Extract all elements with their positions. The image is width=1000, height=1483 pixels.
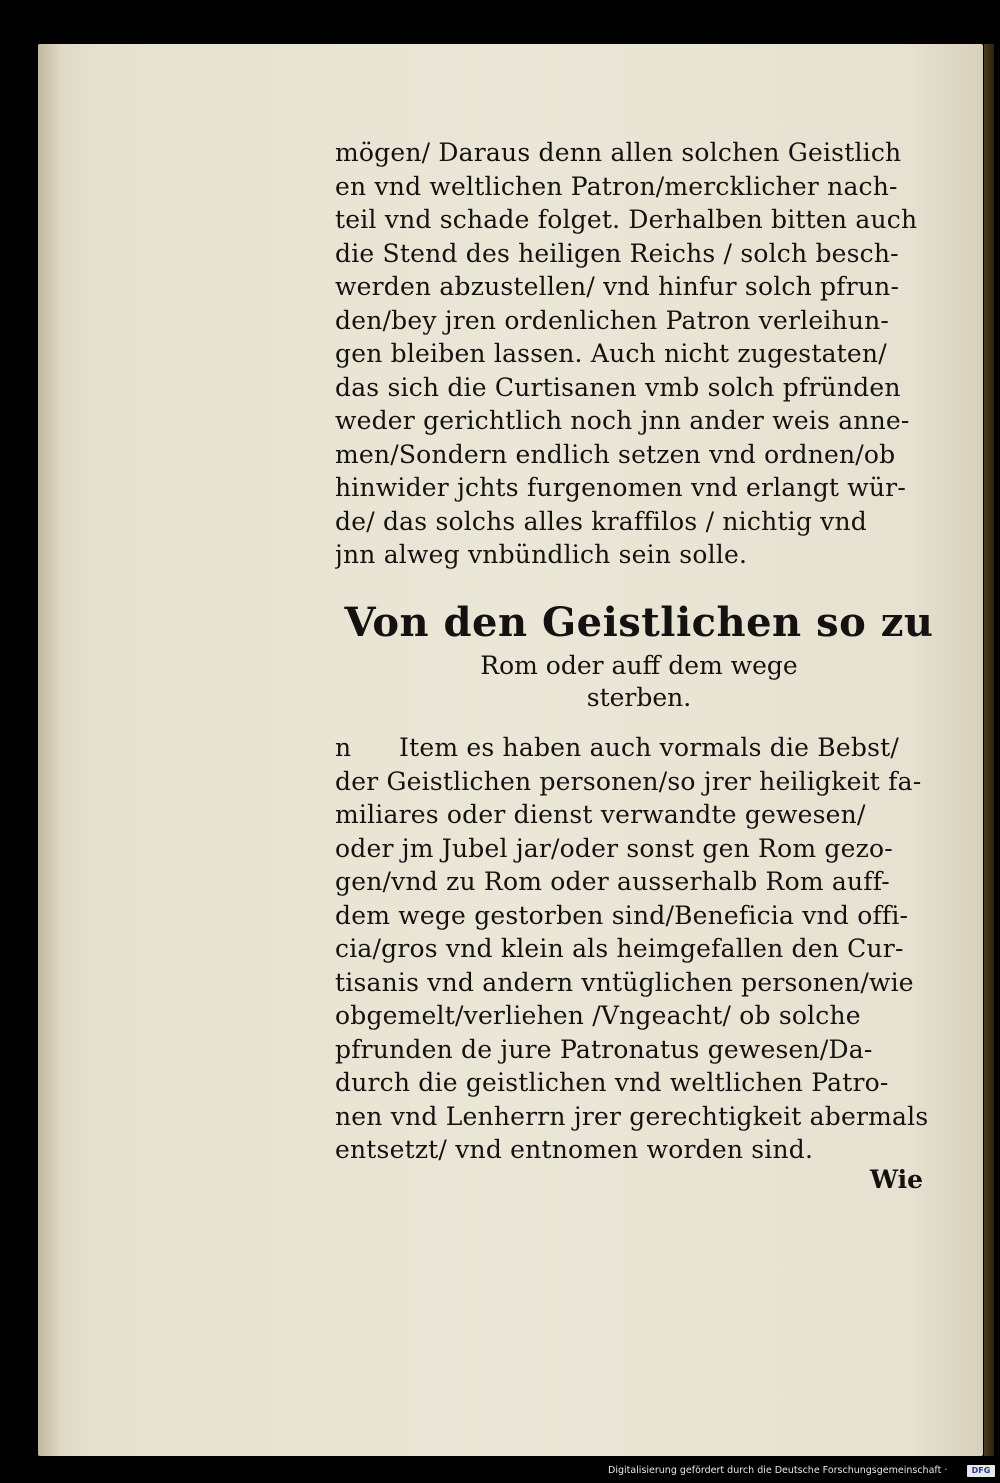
- text-line-first: [335, 731, 943, 765]
- text-line: obgemelt/verliehen /Vngeacht/ ob solche: [335, 1001, 861, 1030]
- text-line: jnn alweg vnbündlich sein solle.: [335, 540, 748, 569]
- catchword: Wie: [870, 1165, 924, 1194]
- text-line: en vnd weltlichen Patron/mercklicher nach-: [335, 171, 898, 201]
- text-line: dem wege gestorben sind/Beneficia vnd offi-: [335, 900, 909, 930]
- text-line: die Stend des heiligen Reichs / solch besch-: [335, 238, 899, 268]
- text-line: mögen/ Daraus denn allen solchen Geistlich: [335, 138, 902, 167]
- dfg-logo-icon: DFG: [967, 1465, 995, 1477]
- section-heading: [335, 596, 943, 714]
- text-line: teil vnd schade folget. Derhalben bitten auch: [335, 205, 918, 234]
- text-line: gen/vnd zu Rom oder ausserhalb Rom auff-: [335, 867, 890, 896]
- text-line: werden abzustellen/ vnd hinfur solch pfrun-: [335, 272, 900, 301]
- text-line: pfrunden de jure Patronatus gewesen/Da-: [335, 1034, 873, 1064]
- paragraph-1: [335, 136, 943, 572]
- paragraph-2: [335, 731, 943, 1167]
- text-line: entsetzt/ vnd entnomen worden sind.: [335, 1135, 814, 1164]
- page-edge: [984, 44, 994, 1456]
- text-line: der Geistlichen personen/so jrer heiligkeit fa-: [335, 766, 922, 796]
- text-line: de/ das solchs alles kraffilos / nichtig vnd: [335, 506, 867, 536]
- margin-note: n: [335, 733, 352, 762]
- text-line: weder gerichtlich noch jnn ander weis anne-: [335, 406, 910, 435]
- text-line: gen bleiben lassen. Auch nicht zugestaten/: [335, 339, 887, 368]
- funding-credit: Digitalisierung gefördert durch die Deutsche Forschungsgemeinschaft ·: [608, 1465, 948, 1476]
- text-line: cia/gros vnd klein als heimgefallen den Cur-: [335, 934, 904, 963]
- text-line: den/bey jren ordenlichen Patron verleihun-: [335, 305, 890, 335]
- page-gutter-shadow: [38, 44, 60, 1456]
- text-line: Item es haben auch vormals die Bebst/: [399, 733, 899, 762]
- text-line: das sich die Curtisanen vmb solch pfründen: [335, 372, 901, 402]
- text-line: men/Sondern endlich setzen vnd ordnen/ob: [335, 439, 896, 469]
- heading-line-3: sterben.: [586, 683, 692, 712]
- heading-line-2: Rom oder auff dem wege: [480, 651, 798, 680]
- text-line: durch die geistlichen vnd weltlichen Patro-: [335, 1068, 889, 1097]
- text-line: nen vnd Lenherrn jrer gerechtigkeit abermals: [335, 1101, 929, 1131]
- text-line: tisanis vnd andern vntüglichen personen/wie: [335, 967, 914, 997]
- text-line: miliares oder dienst verwandte gewesen/: [335, 800, 866, 829]
- text-line: oder jm Jubel jar/oder sonst gen Rom gezo-: [335, 833, 893, 863]
- heading-line-1: Von den Geistlichen so zu: [344, 599, 934, 646]
- text-line: hinwider jchts furgenomen vnd erlangt wür-: [335, 473, 906, 502]
